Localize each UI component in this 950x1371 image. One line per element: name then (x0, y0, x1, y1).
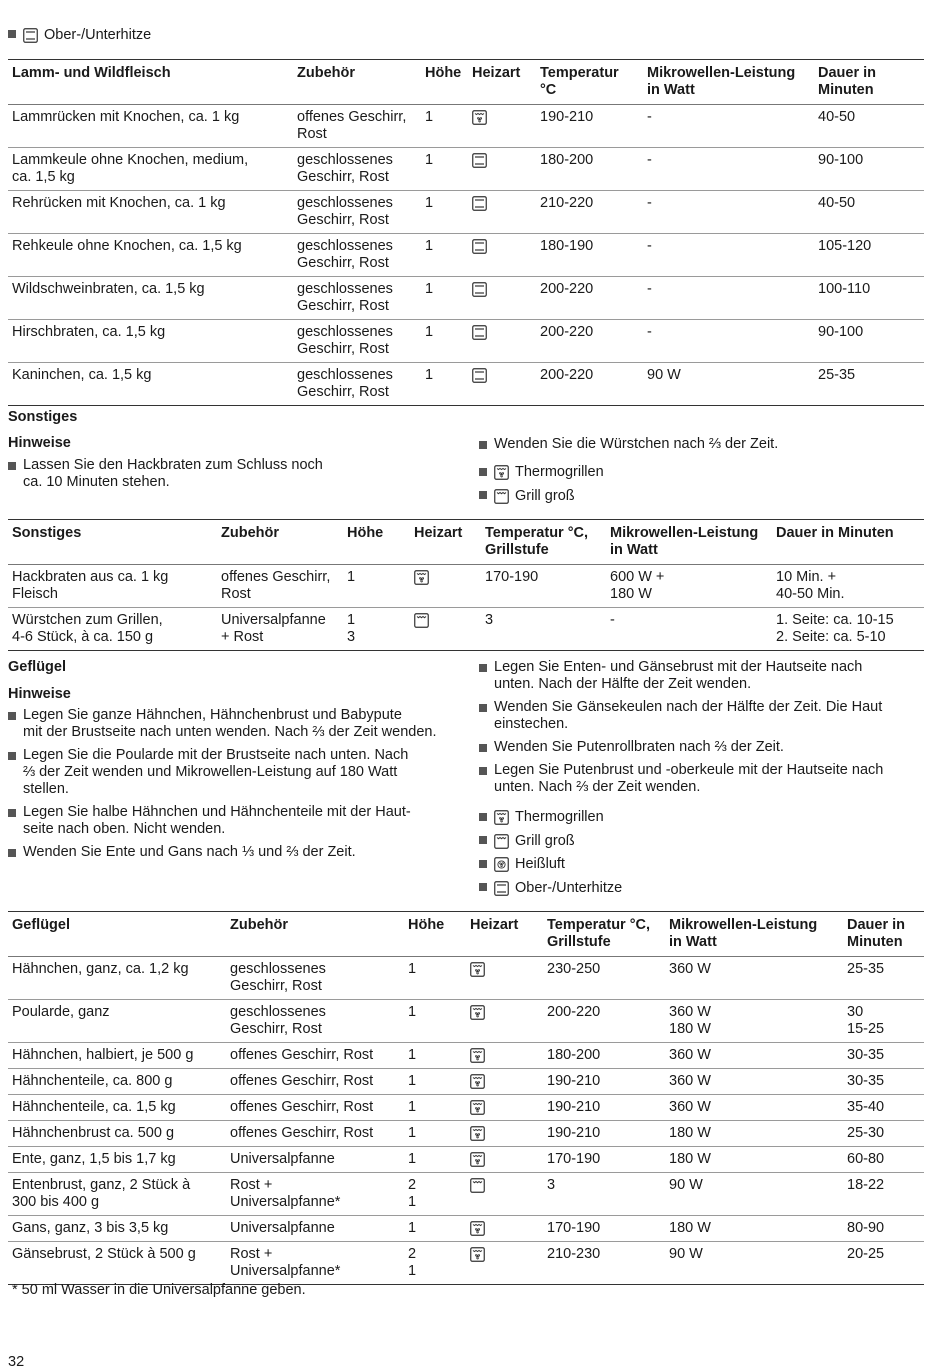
level-cell: 2 1 (404, 1173, 466, 1216)
dish-name-cell: Poularde, ganz (8, 1000, 226, 1043)
section-heading-gefluegel: Geflügel (8, 659, 67, 675)
gefluegel-notes-left (8, 707, 463, 867)
column-header: Zubehör (226, 912, 404, 957)
duration-cell: 25-30 (843, 1121, 924, 1147)
microwave-power-cell: 360 W (665, 1043, 843, 1069)
thermogrill-icon (470, 1005, 485, 1020)
accessory-cell: geschlossenes Geschirr, Rost (293, 363, 421, 406)
note-item: Wenden Sie Gänsekeulen nach der Hälfte der Zeit. Die Haut einstechen. (479, 699, 929, 733)
dish-name-cell: Rehrücken mit Knochen, ca. 1 kg (8, 191, 293, 234)
accessory-cell: offenes Geschirr, Rost (293, 105, 421, 148)
thermogrill-icon (472, 110, 487, 125)
accessory-cell: offenes Geschirr, Rost (226, 1069, 404, 1095)
duration-cell: 90-100 (814, 320, 924, 363)
thermogrill-icon (414, 570, 429, 585)
column-header: Mikrowellen-Leistung in Watt (606, 520, 772, 565)
accessory-cell: offenes Geschirr, Rost (217, 565, 343, 608)
temperature-cell: 200-220 (543, 1000, 665, 1043)
level-cell: 1 (421, 148, 468, 191)
heating-mode-cell (466, 1095, 543, 1121)
level-cell: 1 (421, 363, 468, 406)
top-bottom-heat-icon (472, 368, 487, 383)
accessory-cell: Rost + Universalpfanne* (226, 1173, 404, 1216)
dish-name-cell: Hähnchen, ganz, ca. 1,2 kg (8, 957, 226, 1000)
heating-mode-cell (466, 1121, 543, 1147)
section-heading-sonstiges: Sonstiges (8, 409, 78, 425)
level-cell: 1 (421, 105, 468, 148)
dish-name-cell: Wildschweinbraten, ca. 1,5 kg (8, 277, 293, 320)
temperature-cell: 170-190 (543, 1147, 665, 1173)
heating-mode-cell (410, 565, 481, 608)
thermogrill-icon (470, 1152, 485, 1167)
column-header: Höhe (421, 60, 468, 105)
column-header: Dauer in Minuten (843, 912, 924, 957)
column-header: Dauer in Minuten (814, 60, 924, 105)
microwave-power-cell: - (643, 148, 814, 191)
thermogrill-icon (470, 1221, 485, 1236)
heating-mode-cell (468, 320, 536, 363)
microwave-power-cell: - (643, 320, 814, 363)
heating-mode-cell (468, 363, 536, 406)
duration-cell: 18-22 (843, 1173, 924, 1216)
heating-mode-cell (466, 957, 543, 1000)
microwave-power-cell: 360 W 180 W (665, 1000, 843, 1043)
accessory-cell: Universalpfanne + Rost (217, 608, 343, 651)
temperature-cell: 210-230 (543, 1242, 665, 1285)
dish-name-cell: Hirschbraten, ca. 1,5 kg (8, 320, 293, 363)
temperature-cell: 190-210 (536, 105, 643, 148)
duration-cell: 25-35 (843, 957, 924, 1000)
dish-name-cell: Kaninchen, ca. 1,5 kg (8, 363, 293, 406)
note-item: Legen Sie Putenbrust und -oberkeule mit der Hautseite nach unten. Nach ⅔ der Zeit wenden. (479, 762, 929, 796)
level-cell: 1 (421, 191, 468, 234)
duration-cell: 30-35 (843, 1043, 924, 1069)
duration-cell: 1. Seite: ca. 10-15 2. Seite: ca. 5-10 (772, 608, 924, 651)
legend-item (479, 806, 622, 830)
level-cell: 1 (404, 1216, 466, 1242)
top-bottom-heat-icon (472, 282, 487, 297)
heating-mode-cell (466, 1069, 543, 1095)
level-cell: 1 (404, 1069, 466, 1095)
temperature-cell: 210-220 (536, 191, 643, 234)
dish-name-cell: Rehkeule ohne Knochen, ca. 1,5 kg (8, 234, 293, 277)
bullet-square (479, 468, 487, 476)
dish-name-cell: Hähnchen, halbiert, je 500 g (8, 1043, 226, 1069)
note-item: Legen Sie die Poularde mit der Brustseite nach unten. Nach ⅔ der Zeit wenden und Mikrowellen-Leistung auf 180 Watt stellen. (8, 747, 463, 798)
note-item: Wenden Sie Putenrollbraten nach ⅔ der Zeit. (479, 739, 929, 756)
table-header-row (8, 520, 924, 565)
table-row (8, 1095, 924, 1121)
accessory-cell: Rost + Universalpfanne* (226, 1242, 404, 1285)
footnote: * 50 ml Wasser in die Universalpfanne geben. (12, 1282, 306, 1298)
heating-mode-cell (466, 1147, 543, 1173)
dish-name-cell: Hähnchenteile, ca. 800 g (8, 1069, 226, 1095)
column-header: Mikrowellen-Leistung in Watt (665, 912, 843, 957)
column-header: Lamm- und Wildfleisch (8, 60, 293, 105)
hinweise-heading: Hinweise (8, 435, 71, 451)
column-header: Heizart (466, 912, 543, 957)
table-row (8, 191, 924, 234)
table-row (8, 1216, 924, 1242)
heating-mode-cell (468, 105, 536, 148)
table-row (8, 1043, 924, 1069)
grill-large-icon (414, 613, 429, 628)
column-header: Temperatur °C, Grillstufe (543, 912, 665, 957)
duration-cell: 90-100 (814, 148, 924, 191)
dish-name-cell: Gans, ganz, 3 bis 3,5 kg (8, 1216, 226, 1242)
accessory-cell: geschlossenes Geschirr, Rost (293, 234, 421, 277)
dish-name-cell: Lammkeule ohne Knochen, medium, ca. 1,5 kg (8, 148, 293, 191)
microwave-power-cell: 360 W (665, 957, 843, 1000)
legend-item (479, 877, 622, 901)
thermogrill-icon (494, 810, 509, 825)
heating-mode-cell (468, 234, 536, 277)
sonstiges-heating-legend (479, 461, 604, 508)
microwave-power-cell: 600 W + 180 W (606, 565, 772, 608)
duration-cell: 30 15-25 (843, 1000, 924, 1043)
note-item: Legen Sie Enten- und Gänsebrust mit der Hautseite nach unten. Nach der Hälfte der Zeit wenden. (479, 659, 929, 693)
table-row (8, 565, 924, 608)
heating-mode-cell (410, 608, 481, 651)
top-heating-legend (8, 25, 151, 45)
dish-name-cell: Gänsebrust, 2 Stück à 500 g (8, 1242, 226, 1285)
duration-cell: 105-120 (814, 234, 924, 277)
dish-name-cell: Entenbrust, ganz, 2 Stück à 300 bis 400 g (8, 1173, 226, 1216)
microwave-power-cell: - (643, 277, 814, 320)
legend-item (479, 830, 622, 854)
accessory-cell: geschlossenes Geschirr, Rost (293, 277, 421, 320)
table-row (8, 1121, 924, 1147)
level-cell: 1 (421, 234, 468, 277)
accessory-cell: offenes Geschirr, Rost (226, 1043, 404, 1069)
temperature-cell: 190-210 (543, 1095, 665, 1121)
top-bottom-heat-icon (472, 153, 487, 168)
duration-cell: 25-35 (814, 363, 924, 406)
table-row (8, 320, 924, 363)
duration-cell: 100-110 (814, 277, 924, 320)
thermogrill-icon (470, 1074, 485, 1089)
bullet-square (479, 883, 487, 891)
duration-cell: 40-50 (814, 105, 924, 148)
table-row (8, 608, 924, 651)
level-cell: 1 (404, 1147, 466, 1173)
top-bottom-heat-icon (472, 325, 487, 340)
column-header: Sonstiges (8, 520, 217, 565)
temperature-cell: 200-220 (536, 320, 643, 363)
microwave-power-cell: - (643, 105, 814, 148)
poultry-table (8, 911, 924, 1285)
accessory-cell: geschlossenes Geschirr, Rost (293, 148, 421, 191)
table-header-row (8, 60, 924, 105)
temperature-cell: 180-200 (536, 148, 643, 191)
bullet-square (479, 860, 487, 868)
dish-name-cell: Lammrücken mit Knochen, ca. 1 kg (8, 105, 293, 148)
column-header: Zubehör (293, 60, 421, 105)
thermogrill-icon (470, 1048, 485, 1063)
column-header: Zubehör (217, 520, 343, 565)
bullet-square (479, 491, 487, 499)
temperature-cell: 3 (481, 608, 606, 651)
note-item: Wenden Sie die Würstchen nach ⅔ der Zeit. (479, 436, 929, 453)
heating-mode-cell (468, 148, 536, 191)
thermogrill-icon (470, 962, 485, 977)
gefluegel-notes-right (479, 659, 929, 802)
dish-name-cell: Hähnchenteile, ca. 1,5 kg (8, 1095, 226, 1121)
level-cell: 2 1 (404, 1242, 466, 1285)
note-item: Lassen Sie den Hackbraten zum Schluss noch ca. 10 Minuten stehen. (8, 457, 458, 491)
accessory-cell: offenes Geschirr, Rost (226, 1095, 404, 1121)
sonstiges-table (8, 519, 924, 651)
table-row (8, 1242, 924, 1285)
temperature-cell: 180-200 (543, 1043, 665, 1069)
column-header: Höhe (404, 912, 466, 957)
level-cell: 1 (343, 565, 410, 608)
microwave-power-cell: 90 W (665, 1173, 843, 1216)
heating-mode-cell (466, 1242, 543, 1285)
temperature-cell: 3 (543, 1173, 665, 1216)
level-cell: 1 (404, 1121, 466, 1147)
accessory-cell: geschlossenes Geschirr, Rost (293, 320, 421, 363)
temperature-cell: 170-190 (543, 1216, 665, 1242)
legend-label: Grill groß (515, 487, 575, 504)
thermogrill-icon (470, 1100, 485, 1115)
thermogrill-icon (470, 1126, 485, 1141)
legend-label: Thermogrillen (515, 464, 604, 481)
duration-cell: 40-50 (814, 191, 924, 234)
grill-large-icon (494, 489, 509, 504)
dish-name-cell: Würstchen zum Grillen, 4-6 Stück, à ca. 150 g (8, 608, 217, 651)
legend-label: Thermogrillen (515, 809, 604, 826)
microwave-power-cell: 90 W (665, 1242, 843, 1285)
legend-label: Grill groß (515, 832, 575, 849)
note-item: Legen Sie ganze Hähnchen, Hähnchenbrust und Babypute mit der Brustseite nach unten wenden. Nach ⅔ der Zeit wenden. (8, 707, 463, 741)
duration-cell: 20-25 (843, 1242, 924, 1285)
level-cell: 1 (421, 320, 468, 363)
level-cell: 1 (404, 1095, 466, 1121)
table-row (8, 105, 924, 148)
column-header: Dauer in Minuten (772, 520, 924, 565)
temperature-cell: 200-220 (536, 277, 643, 320)
grill-large-icon (470, 1178, 485, 1193)
duration-cell: 35-40 (843, 1095, 924, 1121)
accessory-cell: offenes Geschirr, Rost (226, 1121, 404, 1147)
table-row (8, 957, 924, 1000)
heating-mode-cell (466, 1173, 543, 1216)
microwave-power-cell: 90 W (643, 363, 814, 406)
microwave-power-cell: - (643, 234, 814, 277)
hot-air-icon (494, 857, 509, 872)
lamb-game-table (8, 59, 924, 406)
table-row (8, 148, 924, 191)
note-item: Wenden Sie Ente und Gans nach ⅓ und ⅔ der Zeit. (8, 844, 463, 861)
top-bottom-heat-icon (472, 196, 487, 211)
column-header: Geflügel (8, 912, 226, 957)
column-header: Heizart (468, 60, 536, 105)
dish-name-cell: Hackbraten aus ca. 1 kg Fleisch (8, 565, 217, 608)
microwave-power-cell: - (643, 191, 814, 234)
microwave-power-cell: 360 W (665, 1095, 843, 1121)
accessory-cell: geschlossenes Geschirr, Rost (226, 1000, 404, 1043)
heating-mode-cell (466, 1000, 543, 1043)
table-row (8, 1147, 924, 1173)
thermogrill-icon (470, 1247, 485, 1262)
accessory-cell: Universalpfanne (226, 1147, 404, 1173)
dish-name-cell: Ente, ganz, 1,5 bis 1,7 kg (8, 1147, 226, 1173)
column-header: Heizart (410, 520, 481, 565)
top-bottom-heat-icon (494, 881, 509, 896)
bullet-square (479, 813, 487, 821)
temperature-cell: 200-220 (536, 363, 643, 406)
temperature-cell: 180-190 (536, 234, 643, 277)
sonstiges-notes-left (8, 457, 458, 497)
legend-item (479, 853, 622, 877)
temperature-cell: 230-250 (543, 957, 665, 1000)
table-row (8, 1173, 924, 1216)
legend-label: Ober-/Unterhitze (515, 879, 623, 896)
thermogrill-icon (494, 465, 509, 480)
table-row (8, 363, 924, 406)
table-row (8, 234, 924, 277)
level-cell: 1 3 (343, 608, 410, 651)
level-cell: 1 (404, 1043, 466, 1069)
top-bottom-heat-icon (472, 239, 487, 254)
column-header: Höhe (343, 520, 410, 565)
accessory-cell: geschlossenes Geschirr, Rost (293, 191, 421, 234)
note-item: Legen Sie halbe Hähnchen und Hähnchenteile mit der Haut- seite nach oben. Nicht wenden. (8, 804, 463, 838)
heating-mode-cell (466, 1043, 543, 1069)
microwave-power-cell: 180 W (665, 1147, 843, 1173)
duration-cell: 10 Min. + 40-50 Min. (772, 565, 924, 608)
level-cell: 1 (421, 277, 468, 320)
duration-cell: 60-80 (843, 1147, 924, 1173)
microwave-power-cell: 360 W (665, 1069, 843, 1095)
accessory-cell: Universalpfanne (226, 1216, 404, 1242)
level-cell: 1 (404, 1000, 466, 1043)
heating-mode-cell (468, 191, 536, 234)
table-row (8, 277, 924, 320)
table-header-row (8, 912, 924, 957)
microwave-power-cell: 180 W (665, 1216, 843, 1242)
page-number: 32 (8, 1354, 25, 1370)
duration-cell: 80-90 (843, 1216, 924, 1242)
column-header: Temperatur °C (536, 60, 643, 105)
column-header: Temperatur °C, Grillstufe (481, 520, 606, 565)
dish-name-cell: Hähnchenbrust ca. 500 g (8, 1121, 226, 1147)
accessory-cell: geschlossenes Geschirr, Rost (226, 957, 404, 1000)
heating-mode-cell (466, 1216, 543, 1242)
microwave-power-cell: 180 W (665, 1121, 843, 1147)
temperature-cell: 170-190 (481, 565, 606, 608)
temperature-cell: 190-210 (543, 1121, 665, 1147)
bullet-square (479, 836, 487, 844)
table-row (8, 1000, 924, 1043)
legend-label: Heißluft (515, 856, 565, 873)
legend-item (479, 485, 604, 509)
grill-large-icon (494, 834, 509, 849)
legend-label: Ober-/Unterhitze (44, 26, 152, 43)
level-cell: 1 (404, 957, 466, 1000)
sonstiges-notes-right (479, 436, 929, 459)
heating-mode-cell (468, 277, 536, 320)
gefluegel-heating-legend (479, 806, 622, 900)
bullet-square (8, 30, 16, 38)
table-row (8, 1069, 924, 1095)
legend-item (479, 461, 604, 485)
microwave-power-cell: - (606, 608, 772, 651)
top-bottom-heat-icon (23, 28, 38, 43)
temperature-cell: 190-210 (543, 1069, 665, 1095)
column-header: Mikrowellen-Leistung in Watt (643, 60, 814, 105)
hinweise-heading: Hinweise (8, 686, 71, 702)
duration-cell: 30-35 (843, 1069, 924, 1095)
